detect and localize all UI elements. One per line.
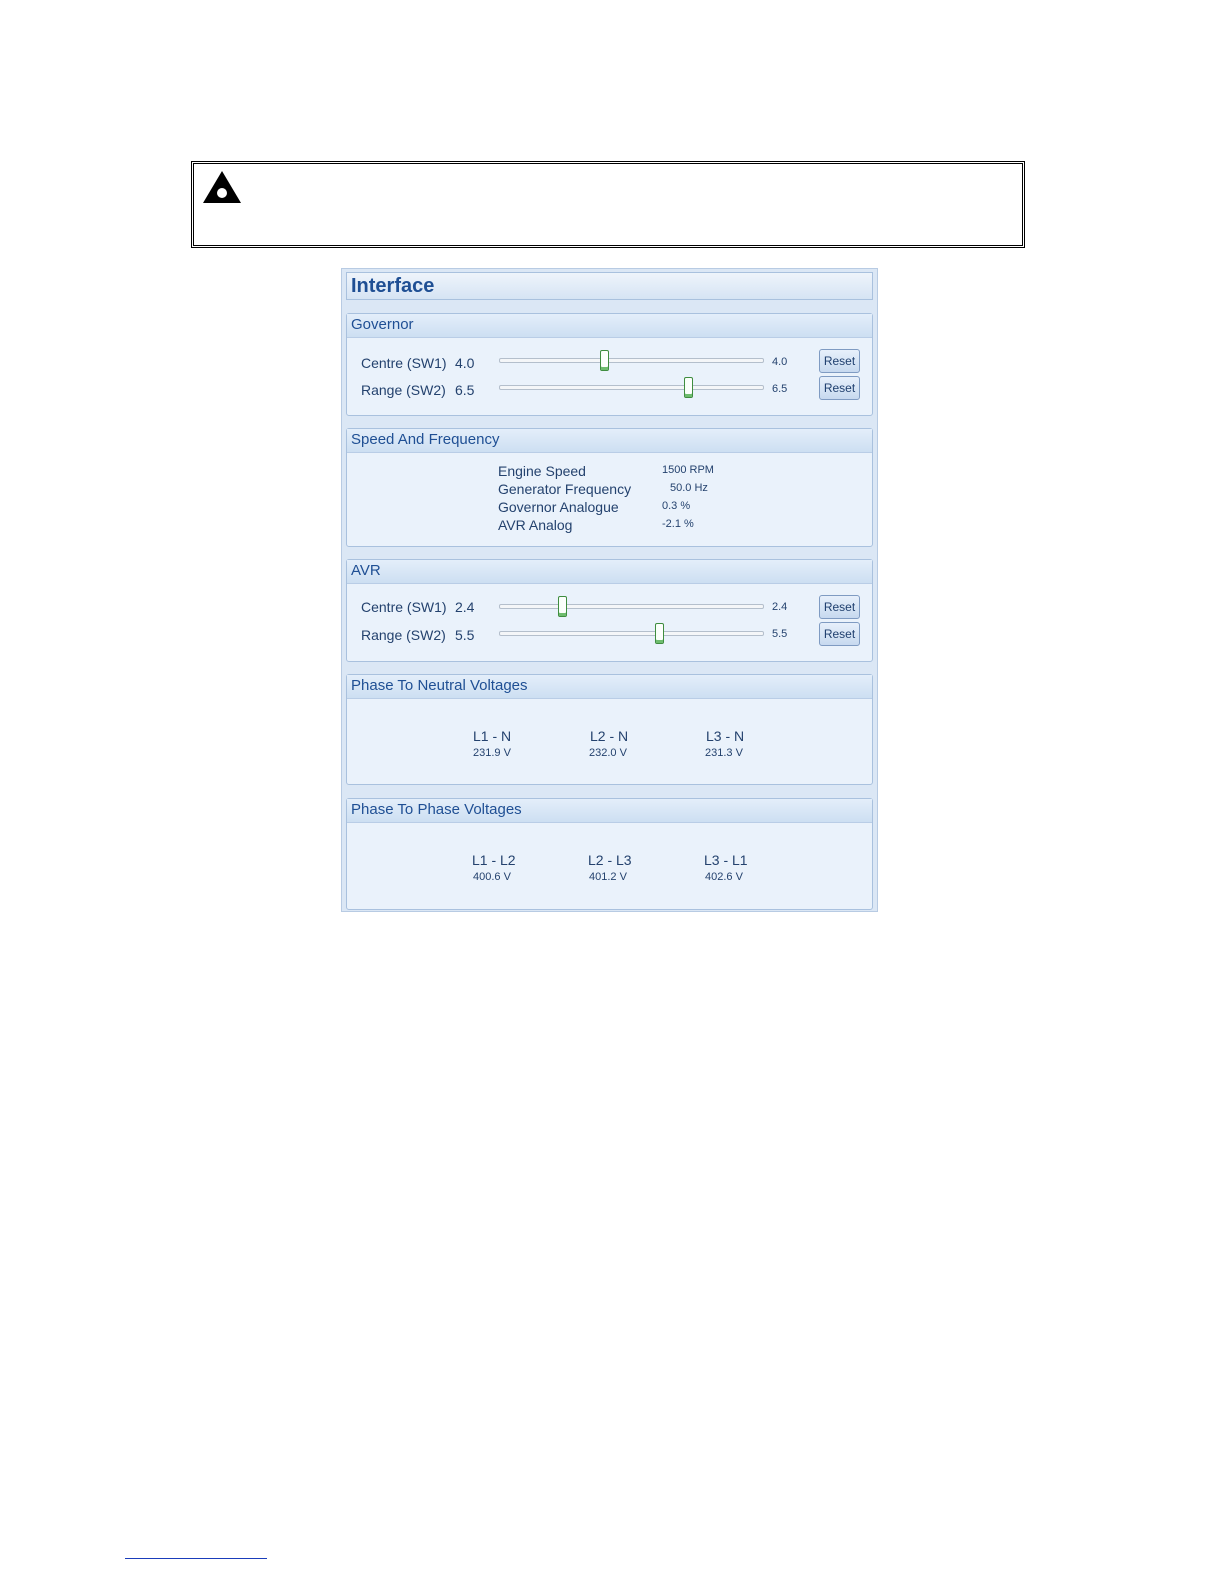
l2-n-value: 232.0 V: [589, 747, 627, 759]
l3-l1-label: L3 - L1: [704, 852, 748, 868]
governor-title: Governor: [347, 314, 872, 338]
avr-range-reset-button[interactable]: Reset: [819, 622, 860, 646]
phase-phase-group: [346, 798, 873, 910]
avr-range-label: Range (SW2): [361, 627, 446, 643]
avr-analog-value: -2.1 %: [662, 518, 694, 530]
avr-group: [346, 559, 873, 662]
l2-n-label: L2 - N: [590, 728, 629, 744]
governor-centre-value: 4.0: [455, 355, 475, 371]
governor-range-reset-button[interactable]: Reset: [819, 376, 860, 400]
phase-neutral-title: Phase To Neutral Voltages: [347, 675, 872, 699]
l2-l3-value: 401.2 V: [589, 871, 627, 883]
governor-range-slider-thumb[interactable]: [684, 377, 693, 398]
l1-n-label: L1 - N: [473, 728, 512, 744]
governor-group: [346, 313, 873, 416]
l1-l2-value: 400.6 V: [473, 871, 511, 883]
governor-centre-slider-thumb[interactable]: [600, 350, 609, 371]
avr-analog-label: AVR Analog: [498, 517, 573, 533]
avr-range-slider-thumb[interactable]: [655, 623, 664, 644]
governor-centre-slider-end: 4.0: [772, 356, 788, 368]
l1-l2-label: L1 - L2: [472, 852, 516, 868]
warning-box: [191, 161, 1025, 248]
phase-phase-title: Phase To Phase Voltages: [347, 799, 872, 823]
speed-frequency-title: Speed And Frequency: [347, 429, 872, 453]
panel-title: Interface: [346, 272, 873, 300]
avr-centre-label: Centre (SW1): [361, 599, 447, 615]
governor-analogue-label: Governor Analogue: [498, 499, 619, 515]
avr-centre-slider-end: 2.4: [772, 601, 788, 613]
avr-range-slider[interactable]: [499, 631, 764, 636]
engine-speed-label: Engine Speed: [498, 463, 586, 479]
interface-panel: [341, 268, 878, 912]
avr-range-value: 5.5: [455, 627, 475, 643]
avr-centre-value: 2.4: [455, 599, 475, 615]
governor-centre-label: Centre (SW1): [361, 355, 447, 371]
governor-centre-reset-button[interactable]: Reset: [819, 349, 860, 373]
generator-frequency-label: Generator Frequency: [498, 481, 632, 497]
l3-n-value: 231.3 V: [705, 747, 743, 759]
engine-speed-value: 1500 RPM: [662, 464, 714, 476]
l3-n-label: L3 - N: [706, 728, 745, 744]
avr-title: AVR: [347, 560, 872, 584]
governor-analogue-value: 0.3 %: [662, 500, 691, 512]
avr-range-slider-end: 5.5: [772, 628, 788, 640]
governor-centre-slider[interactable]: [499, 358, 764, 363]
governor-range-value: 6.5: [455, 382, 475, 398]
governor-range-slider[interactable]: [499, 385, 764, 390]
avr-centre-slider-thumb[interactable]: [558, 596, 567, 617]
governor-range-label: Range (SW2): [361, 382, 446, 398]
warning-triangle-icon: [202, 169, 242, 205]
avr-centre-reset-button[interactable]: Reset: [819, 595, 860, 619]
governor-range-slider-end: 6.5: [772, 383, 788, 395]
phase-neutral-group: [346, 674, 873, 785]
speed-frequency-group: [346, 428, 873, 547]
footer-link-underline[interactable]: [125, 1558, 267, 1559]
l2-l3-label: L2 - L3: [588, 852, 632, 868]
avr-centre-slider[interactable]: [499, 604, 764, 609]
l3-l1-value: 402.6 V: [705, 871, 743, 883]
generator-frequency-value: 50.0 Hz: [670, 482, 708, 494]
l1-n-value: 231.9 V: [473, 747, 511, 759]
